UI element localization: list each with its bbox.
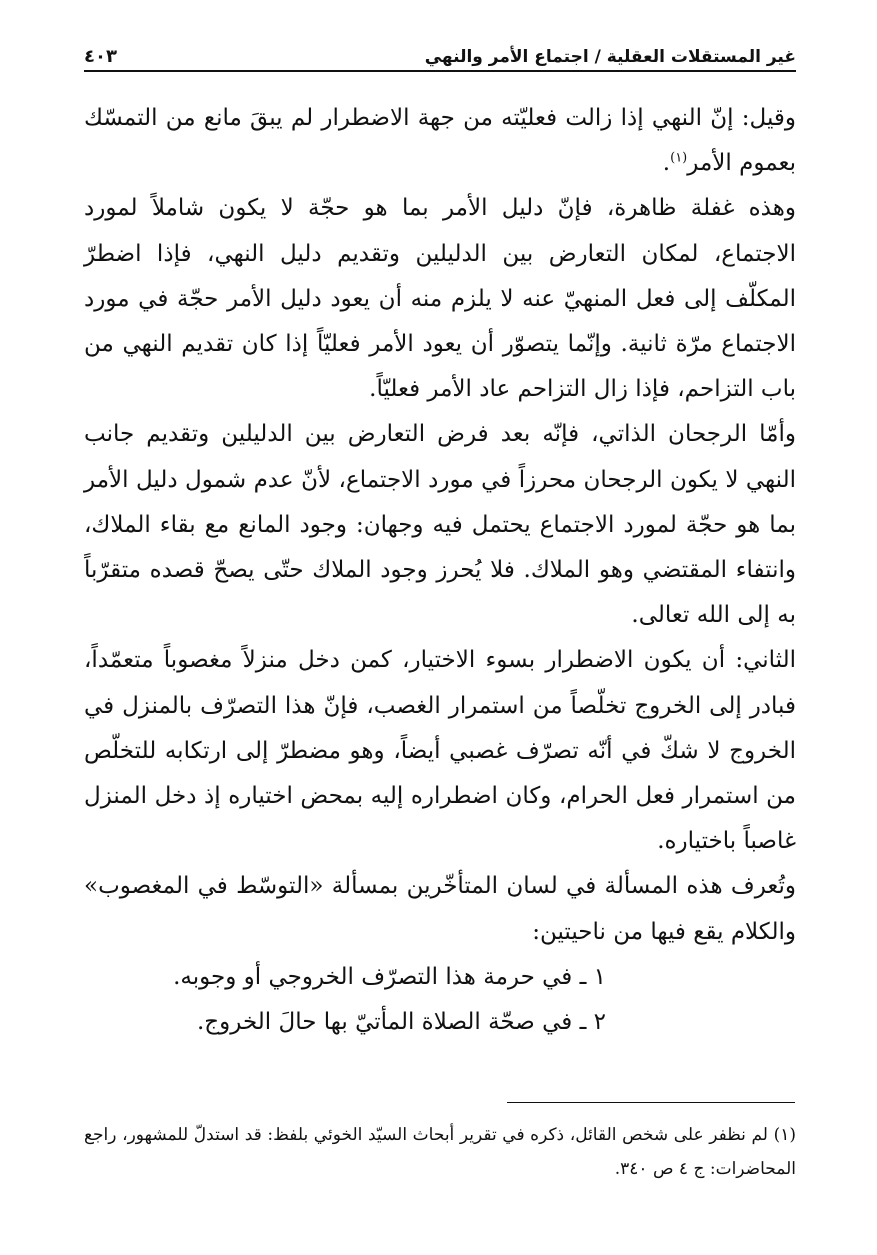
footnote-divider: [507, 1102, 795, 1103]
paragraph-3: وأمّا الرجحان الذاتي، فإنّه بعد فرض التعارض بين الدليلين وتقديم جانب النهي لا يكون الرجحان محرزاً في مورد الاجتماع، لأنّ عدم شمول دليل الأمر بما هو حجّة لمورد الاجتماع يحتمل فيه وجهان: وجود المانع مع بقاء الملاك، وانتفاء المقتضي وهو الملاك. فلا يُحرز وجود الملاك حتّى يصحّ قصده متقرّباً به إلى الله تعالى.: [84, 421, 796, 629]
footnote-reference: (١): [670, 150, 688, 166]
footnotes: [84, 1118, 796, 1186]
paragraph-5: وتُعرف هذه المسألة في لسان المتأخّرين بمسألة «التوسّط في المغصوب» والكلام يقع فيها من ناحيتين:: [84, 873, 796, 945]
paragraph-1-end: .: [662, 150, 671, 177]
paragraph-4: الثاني: أن يكون الاضطرار بسوء الاختيار، كمن دخل منزلاً مغصوباً متعمّداً، فبادر إلى الخروج تخلّصاً من استمرار الغصب، فإنّ هذا التصرّف بالمنزل في الخروج لا شكّ في أنّه تصرّف غصبي أيضاً، وهو مضطرّ إلى ارتكابه للتخلّص من استمرار فعل الحرام، وكان اضطراره إليه بمحض اختياره إذ دخل المنزل غاصباً باختياره.: [84, 647, 796, 855]
page-number: ٤٠٣: [84, 46, 117, 67]
running-title: غير المستقلات العقلية / اجتماع الأمر والنهي: [424, 47, 796, 67]
footnote-1: (١) لم نظفر على شخص القائل، ذكره في تقرير أبحاث السيّد الخوئي بلفظ: قد استدلّ للمشهور، راجع المحاضرات: ج ٤ ص ٣٤٠.: [84, 1125, 796, 1179]
list-item: ١ ـ في حرمة هذا التصرّف الخروجي أو وجوبه.: [173, 963, 606, 990]
paragraph-2: وهذه غفلة ظاهرة، فإنّ دليل الأمر بما هو حجّة لا يكون شاملاً لمورد الاجتماع، لمكان التعارض بين الدليلين وتقديم دليل النهي، فإذا اضطرّ المكلّف إلى فعل المنهيّ عنه لا يلزم منه أن يعود دليل الأمر حجّة في مورد الاجتماع مرّة ثانية. وإنّما يتصوّر أن يعود الأمر فعليّاً إذا كان تقديم النهي من باب التزاحم، فإذا زال التزاحم عاد الأمر فعليّاً.: [84, 195, 796, 403]
page-header: [84, 36, 796, 72]
list-item: ٢ ـ في صحّة الصلاة المأتيّ بها حالَ الخروج.: [197, 1009, 606, 1036]
numbered-list: [84, 955, 796, 1045]
paragraph-1: [84, 96, 796, 186]
paragraph-1-text: وقيل: إنّ النهي إذا زالت فعليّته من جهة الاضطرار لم يبقَ مانع من التمسّك بعموم الأمر: [84, 105, 796, 177]
main-text: [84, 96, 796, 1045]
